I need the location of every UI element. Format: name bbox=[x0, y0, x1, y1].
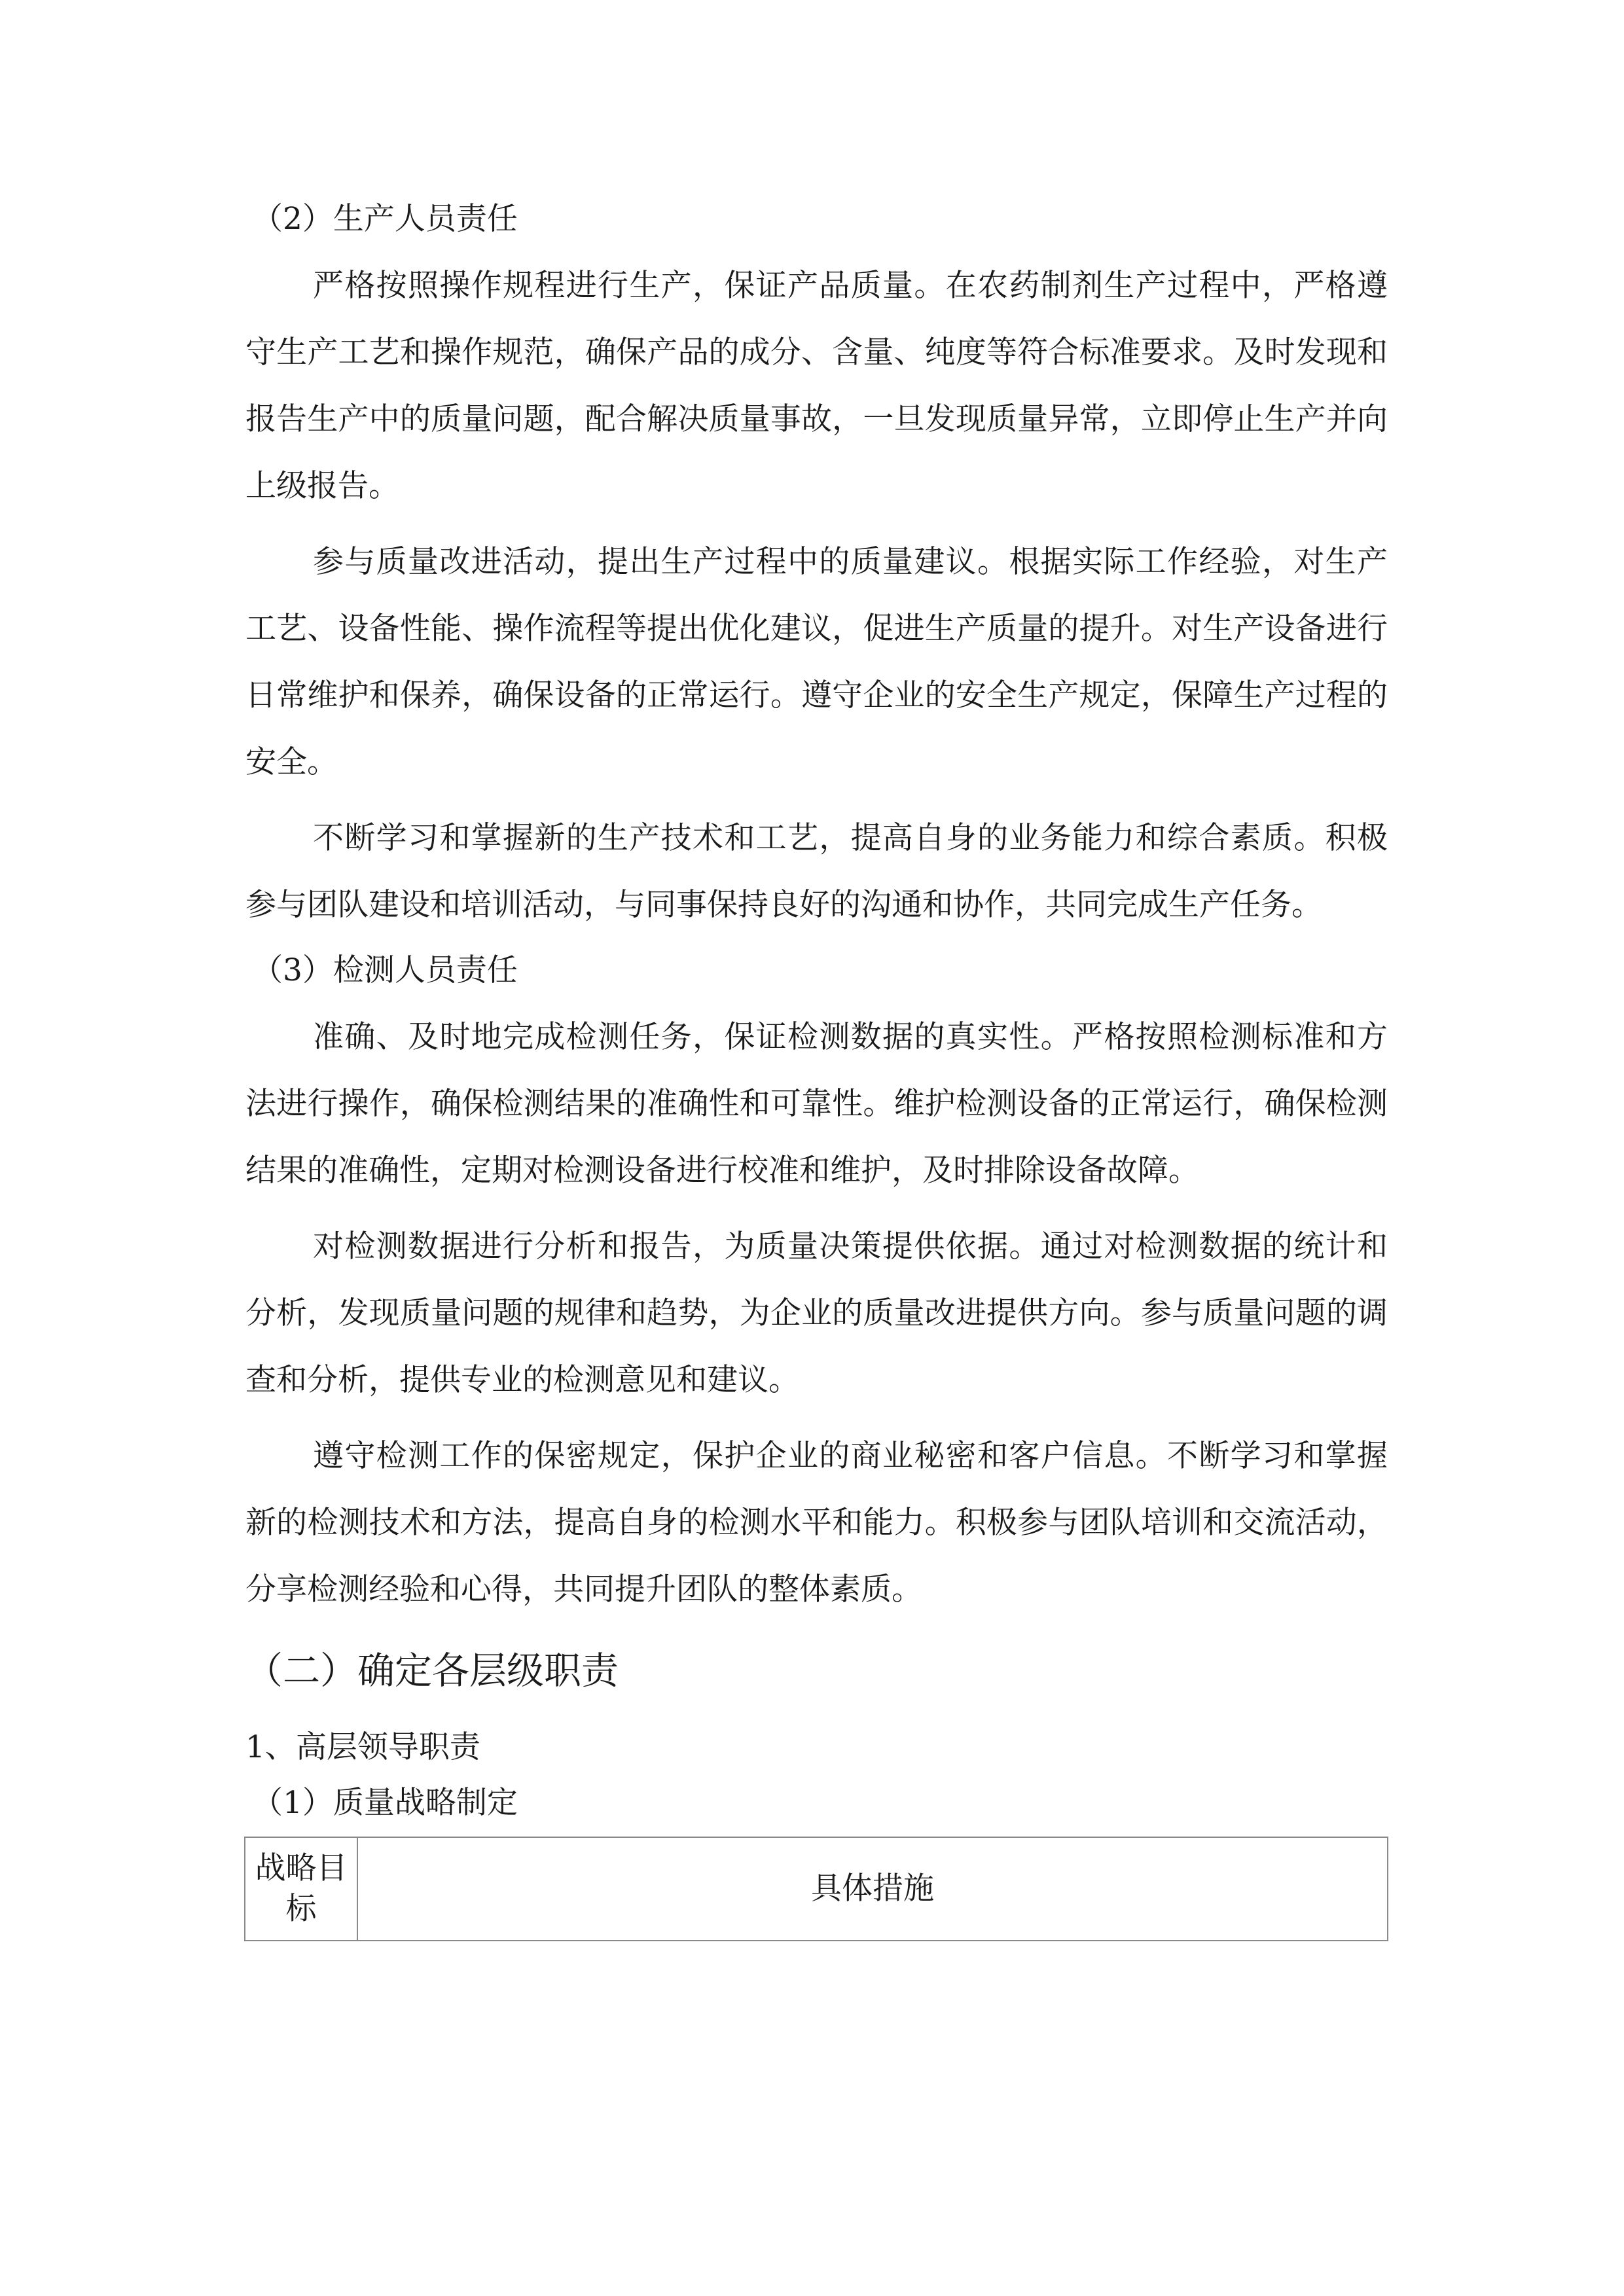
paragraph: 参与质量改进活动，提出生产过程中的质量建议。根据实际工作经验，对生产工艺、设备性能、操作流程等提出优化建议，促进生产质量的提升。对生产设备进行日常维护和保养，确保设备的正常运行。遵守企业的安全生产规定，保障生产过程的安全。 bbox=[245, 544, 1388, 780]
heading-inspection-staff: （3）检测人员责任 bbox=[252, 952, 518, 988]
table-header-goal-line1: 战略目 bbox=[255, 1850, 348, 1886]
table-header-row bbox=[245, 1837, 1388, 1941]
paragraph: 严格按照操作规程进行生产，保证产品质量。在农药制剂生产过程中，严格遵守生产工艺和操作规范，确保产品的成分、含量、纯度等符合标准要求。及时发现和报告生产中的质量问题，配合解决质量事故，一旦发现质量异常，立即停止生产并向上级报告。 bbox=[245, 268, 1388, 504]
table-header-goal bbox=[245, 1837, 357, 1941]
paragraph: 不断学习和掌握新的生产技术和工艺，提高自身的业务能力和综合素质。积极参与团队建设和培训活动，与同事保持良好的沟通和协作，共同完成生产任务。 bbox=[245, 820, 1388, 923]
paragraph: 对检测数据进行分析和报告，为质量决策提供依据。通过对检测数据的统计和分析，发现质量问题的规律和趋势，为企业的质量改进提供方向。参与质量问题的调查和分析，提供专业的检测意见和建议。 bbox=[245, 1229, 1388, 1398]
paragraph: 准确、及时地完成检测任务，保证检测数据的真实性。严格按照检测标准和方法进行操作，确保检测结果的准确性和可靠性。维护检测设备的正常运行，确保检测结果的准确性，定期对检测设备进行校准和维护，及时排除设备故障。 bbox=[245, 1019, 1388, 1189]
table-header-measure: 具体措施 bbox=[357, 1837, 1388, 1941]
level-heading: 1、高层领导职责 bbox=[245, 1729, 480, 1765]
table-header-goal-line2: 标 bbox=[285, 1891, 317, 1927]
section-title: （二）确定各层级职责 bbox=[245, 1649, 619, 1693]
heading-production-staff: （2）生产人员责任 bbox=[252, 201, 518, 237]
sub-heading: （1）质量战略制定 bbox=[252, 1785, 518, 1821]
strategy-table bbox=[244, 1837, 1388, 1941]
paragraph: 遵守检测工作的保密规定，保护企业的商业秘密和客户信息。不断学习和掌握新的检测技术和方法，提高自身的检测水平和能力。积极参与团队培训和交流活动，分享检测经验和心得，共同提升团队的整体素质。 bbox=[245, 1438, 1388, 1607]
page-content bbox=[245, 191, 1388, 1941]
